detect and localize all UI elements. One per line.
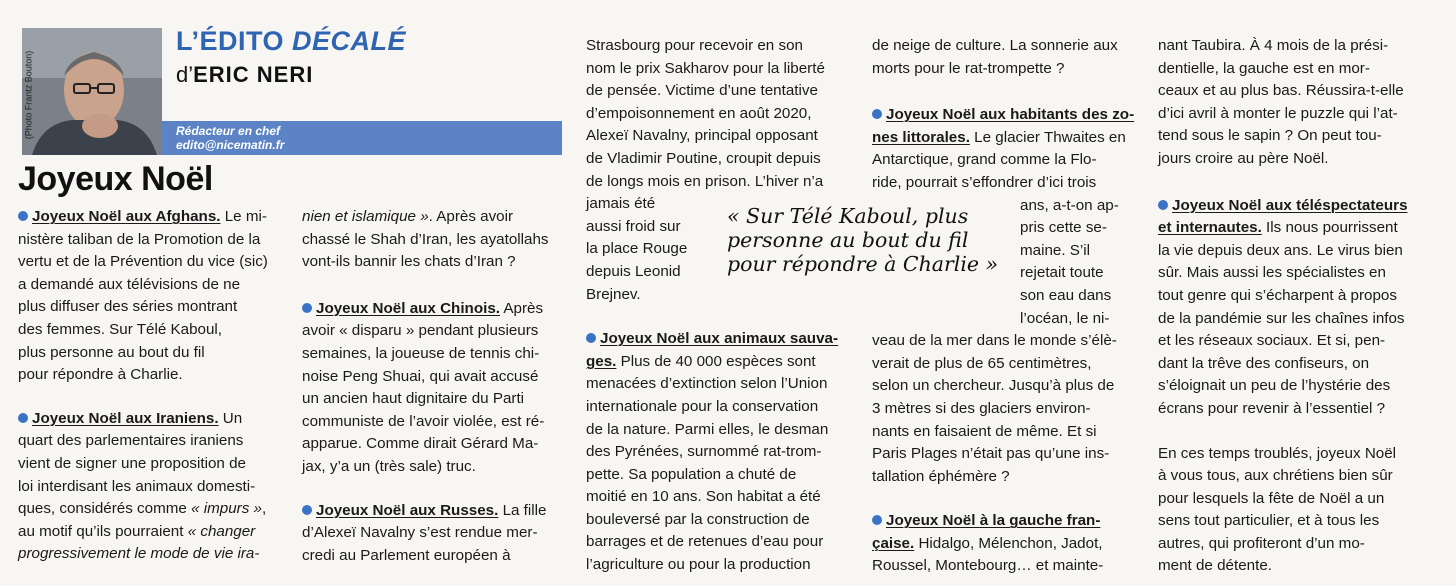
text-line: autres, qui profiteront d’un mo- bbox=[1158, 534, 1365, 552]
text-line: La fille bbox=[498, 501, 547, 519]
text-line: dentielle, la gauche est en mor- bbox=[1158, 59, 1370, 77]
text-line: la vie depuis deux ans. Le virus bien bbox=[1158, 241, 1403, 259]
bullet-icon bbox=[872, 515, 882, 525]
text-line: semaines, la joueuse de tennis chi- bbox=[302, 344, 540, 362]
text-line: avoir « disparu » pendant plusieurs bbox=[302, 322, 539, 340]
paragraph bbox=[302, 500, 564, 568]
paragraph bbox=[1158, 35, 1440, 171]
text-line: pris cette se- bbox=[1020, 219, 1107, 237]
section-lead: Joyeux Noël aux animaux sauva- bbox=[600, 330, 839, 348]
text-line: rejetait toute bbox=[1020, 264, 1104, 282]
column-2 bbox=[302, 206, 564, 567]
paragraph bbox=[18, 408, 280, 566]
bullet-icon bbox=[18, 211, 28, 221]
text-line: 3 mètres si des glaciers environ- bbox=[872, 399, 1091, 417]
kicker-part-a: L’ÉDITO bbox=[176, 26, 285, 56]
paragraph bbox=[18, 206, 280, 387]
text-line: vont-ils bannir les chats d’Iran ? bbox=[302, 253, 516, 271]
text-line: , bbox=[261, 500, 267, 518]
text-line: de pensée. Victime d’une tentative bbox=[586, 82, 818, 100]
column-1 bbox=[18, 206, 280, 566]
text-line: Antarctique, grand comme la Flo- bbox=[872, 151, 1097, 169]
kicker-part-b: DÉCALÉ bbox=[292, 26, 407, 56]
text-line: d’ici avril à monter le puzzle qui l’at- bbox=[1158, 104, 1398, 122]
author-role: Rédacteur en chef bbox=[176, 124, 281, 138]
text-line: internationale pour la conservation bbox=[586, 397, 819, 415]
pull-quote: « Sur Télé Kaboul, plus personne au bout du fil pour répondre à Charlie » bbox=[727, 204, 999, 276]
text-line: dant la trêve des confiseurs, on bbox=[1158, 354, 1370, 372]
text-line: Plus de 40 000 espèces sont bbox=[616, 352, 816, 370]
text-line: moitié en 10 ans. Son habitat a été bbox=[586, 488, 821, 506]
text-line: nistère taliban de la Promotion de la bbox=[18, 230, 261, 248]
text-line: l’océan, le ni- bbox=[1020, 309, 1110, 327]
narrow-text bbox=[872, 195, 1140, 331]
text-italic: nien et islamique » bbox=[302, 208, 429, 225]
bullet-icon bbox=[872, 109, 882, 119]
paragraph bbox=[586, 328, 852, 577]
text-line: depuis Leonid bbox=[586, 262, 681, 280]
text-line: maine. S’il bbox=[1020, 241, 1091, 259]
section-lead: nes littorales. bbox=[872, 128, 970, 146]
text-line: pour répondre à Charlie. bbox=[18, 366, 183, 384]
text-line: de Vladimir Poutine, croupit depuis bbox=[586, 149, 821, 167]
text-line: tout genre qui s’écharpent à propos bbox=[1158, 286, 1397, 304]
paragraph bbox=[302, 206, 564, 274]
column-4 bbox=[872, 35, 1140, 578]
text-line: Ils nous pourrissent bbox=[1261, 219, 1398, 237]
text-line: de neige de culture. La sonnerie aux bbox=[872, 37, 1118, 54]
column-kicker bbox=[176, 26, 406, 57]
text-line: Un bbox=[218, 409, 243, 427]
text-italic: « impurs » bbox=[191, 500, 262, 518]
author-byline bbox=[176, 62, 313, 88]
text-line: son eau dans bbox=[1020, 286, 1112, 304]
text-line: En ces temps troublés, joyeux Noël bbox=[1158, 444, 1397, 462]
text-line: communiste de l’avoir violée, est ré- bbox=[302, 412, 545, 430]
text-line: vient de signer une proposition de bbox=[18, 454, 246, 472]
text-line: aussi froid sur bbox=[586, 217, 681, 235]
section-lead: Joyeux Noël aux Chinois. bbox=[316, 299, 500, 317]
text-line: de la pandémie sur les chaînes infos bbox=[1158, 309, 1405, 327]
text-line: Alexeï Navalny, principal opposant bbox=[586, 127, 818, 145]
paragraph bbox=[1158, 195, 1440, 421]
column-5 bbox=[1158, 35, 1440, 578]
text-line: ques, considérés comme bbox=[18, 500, 192, 518]
text-line: loi interdisant les animaux domesti- bbox=[18, 477, 256, 495]
text-line: ment de détente. bbox=[1158, 557, 1272, 575]
text-line: veau de la mer dans le monde s’élè- bbox=[872, 332, 1117, 350]
text-line: jax, y’a un (très sale) truc. bbox=[302, 457, 476, 475]
text-line: chassé le Shah d’Iran, les ayatollahs bbox=[302, 230, 549, 248]
text-line: Le mi- bbox=[220, 208, 267, 225]
text-line: Paris Plages n’était pas qu’une ins- bbox=[872, 445, 1110, 463]
text-line: un ancien haut dignitaire du Parti bbox=[302, 390, 525, 408]
section-lead: Joyeux Noël aux habitants des zo- bbox=[886, 106, 1135, 124]
text-line: sûr. Mais aussi les spécialistes en bbox=[1158, 264, 1386, 282]
paragraph bbox=[872, 330, 1140, 488]
text-line: nom le prix Sakharov pour la liberté bbox=[586, 59, 825, 77]
section-lead: ges. bbox=[586, 352, 617, 370]
bullet-icon bbox=[302, 303, 312, 313]
author-portrait-image bbox=[22, 28, 162, 155]
text-line: l’agriculture ou pour la production bbox=[586, 556, 811, 574]
text-line: plus diffuser des séries montrant bbox=[18, 298, 238, 316]
paragraph bbox=[872, 35, 1140, 80]
text-line: des Pyrénées, surnommé rat-trom- bbox=[586, 443, 822, 461]
text-line: pour lesquels la fête de Noël a un bbox=[1158, 489, 1385, 507]
bullet-icon bbox=[1158, 200, 1168, 210]
text-line: ans, a-t-on ap- bbox=[1020, 196, 1119, 214]
author-email[interactable]: edito@nicematin.fr bbox=[176, 138, 285, 152]
bullet-icon bbox=[302, 505, 312, 515]
text-line: . Après avoir bbox=[428, 208, 514, 225]
text-line: jamais été bbox=[586, 195, 656, 213]
paragraph bbox=[302, 298, 564, 479]
text-line: noise Peng Shuai, qui avait accusé bbox=[302, 367, 539, 385]
section-lead: et internautes. bbox=[1158, 219, 1262, 237]
text-line: Après bbox=[500, 299, 544, 317]
text-line: nant Taubira. À 4 mois de la prési- bbox=[1158, 37, 1389, 54]
text-line: écrans pour revenir à l’essentiel ? bbox=[1158, 399, 1386, 417]
author-role-bar bbox=[162, 121, 562, 155]
text-line: tallation éphémère ? bbox=[872, 467, 1010, 485]
text-line: jours croire au père Noël. bbox=[1158, 149, 1329, 167]
section-lead: Joyeux Noël aux téléspectateurs bbox=[1172, 196, 1408, 214]
text-line: menacées d’extinction selon l’Union bbox=[586, 375, 828, 393]
text-line: Roussel, Montebourg… et mainte- bbox=[872, 557, 1104, 575]
section-lead: Joyeux Noël aux Iraniens. bbox=[32, 409, 219, 427]
text-line: d’empoisonnement en août 2020, bbox=[586, 104, 812, 122]
text-line: au motif qu’ils pourraient bbox=[18, 522, 188, 540]
text-line: ride, pourrait s’effondrer d’ici trois bbox=[872, 173, 1097, 191]
text-line: bouleversé par la construction de bbox=[586, 510, 810, 528]
bullet-icon bbox=[18, 413, 28, 423]
author-prefix: d’ bbox=[176, 62, 194, 87]
text-line: pette. Sa population a chuté de bbox=[586, 465, 797, 483]
text-line: des femmes. Sur Télé Kaboul, bbox=[18, 320, 223, 338]
bullet-icon bbox=[586, 333, 596, 343]
section-lead: Joyeux Noël à la gauche fran- bbox=[886, 512, 1101, 530]
text-line: d’Alexeï Navalny s’est rendue mer- bbox=[302, 524, 538, 542]
text-line: morts pour le rat-trompette ? bbox=[872, 59, 1065, 77]
article-headline: Joyeux Noël bbox=[18, 160, 213, 198]
text-line: tend sous le sapin ? On peut tou- bbox=[1158, 127, 1382, 145]
column-3 bbox=[586, 35, 852, 577]
text-line: Brejnev. bbox=[586, 285, 641, 303]
section-lead: Joyeux Noël aux Russes. bbox=[316, 501, 499, 519]
author-photo bbox=[22, 28, 162, 155]
text-line: selon un chercheur. Jusqu’à plus de bbox=[872, 377, 1115, 395]
text-line: quart des parlementaires iraniens bbox=[18, 432, 244, 450]
paragraph bbox=[1158, 443, 1440, 579]
text-line: à vous tous, aux chrétiens bien sûr bbox=[1158, 467, 1393, 485]
section-lead: Joyeux Noël aux Afghans. bbox=[32, 208, 221, 225]
text-line: ceaux et au plus bas. Réussira-t-elle bbox=[1158, 82, 1404, 100]
text-line: a demandé aux télévisions de ne bbox=[18, 275, 241, 293]
photo-credit: (Photo Frantz Bouton) bbox=[23, 50, 34, 140]
text-italic: « changer bbox=[187, 522, 256, 540]
text-line: barrages et de retenues d’eau pour bbox=[586, 533, 824, 551]
text-line: verait de plus de 65 centimètres, bbox=[872, 354, 1092, 372]
text-line: credi au Parlement européen à bbox=[302, 546, 511, 564]
text-line: de la nature. Parmi elles, le desman bbox=[586, 420, 829, 438]
text-line: nants en faisaient de même. Et si bbox=[872, 422, 1097, 440]
text-line: de longs mois en prison. L’hiver n’a bbox=[586, 172, 824, 190]
author-name: ERIC NERI bbox=[193, 62, 314, 87]
text-line: Hidalgo, Mélenchon, Jadot, bbox=[914, 534, 1103, 552]
text-line: Le glacier Thwaites en bbox=[969, 128, 1126, 146]
text-italic: progressivement le mode de vie ira- bbox=[18, 545, 260, 563]
text-line: s’éloignait un peu de l’hystérie des bbox=[1158, 377, 1391, 395]
text-line: sens tout particulier, et à tous les bbox=[1158, 512, 1380, 530]
text-line: la place Rouge bbox=[586, 240, 688, 258]
paragraph bbox=[872, 510, 1140, 578]
text-line: Strasbourg pour recevoir en son bbox=[586, 37, 803, 54]
paragraph bbox=[872, 104, 1140, 194]
text-line: plus personne au bout du fil bbox=[18, 343, 205, 361]
text-line: et les réseaux sociaux. Et si, pen- bbox=[1158, 332, 1386, 350]
text-line: vertu et de la Prévention du vice (sic) bbox=[18, 253, 268, 271]
text-line: apparue. Comme dirait Gérard Ma- bbox=[302, 435, 539, 453]
section-lead: çaise. bbox=[872, 534, 915, 552]
